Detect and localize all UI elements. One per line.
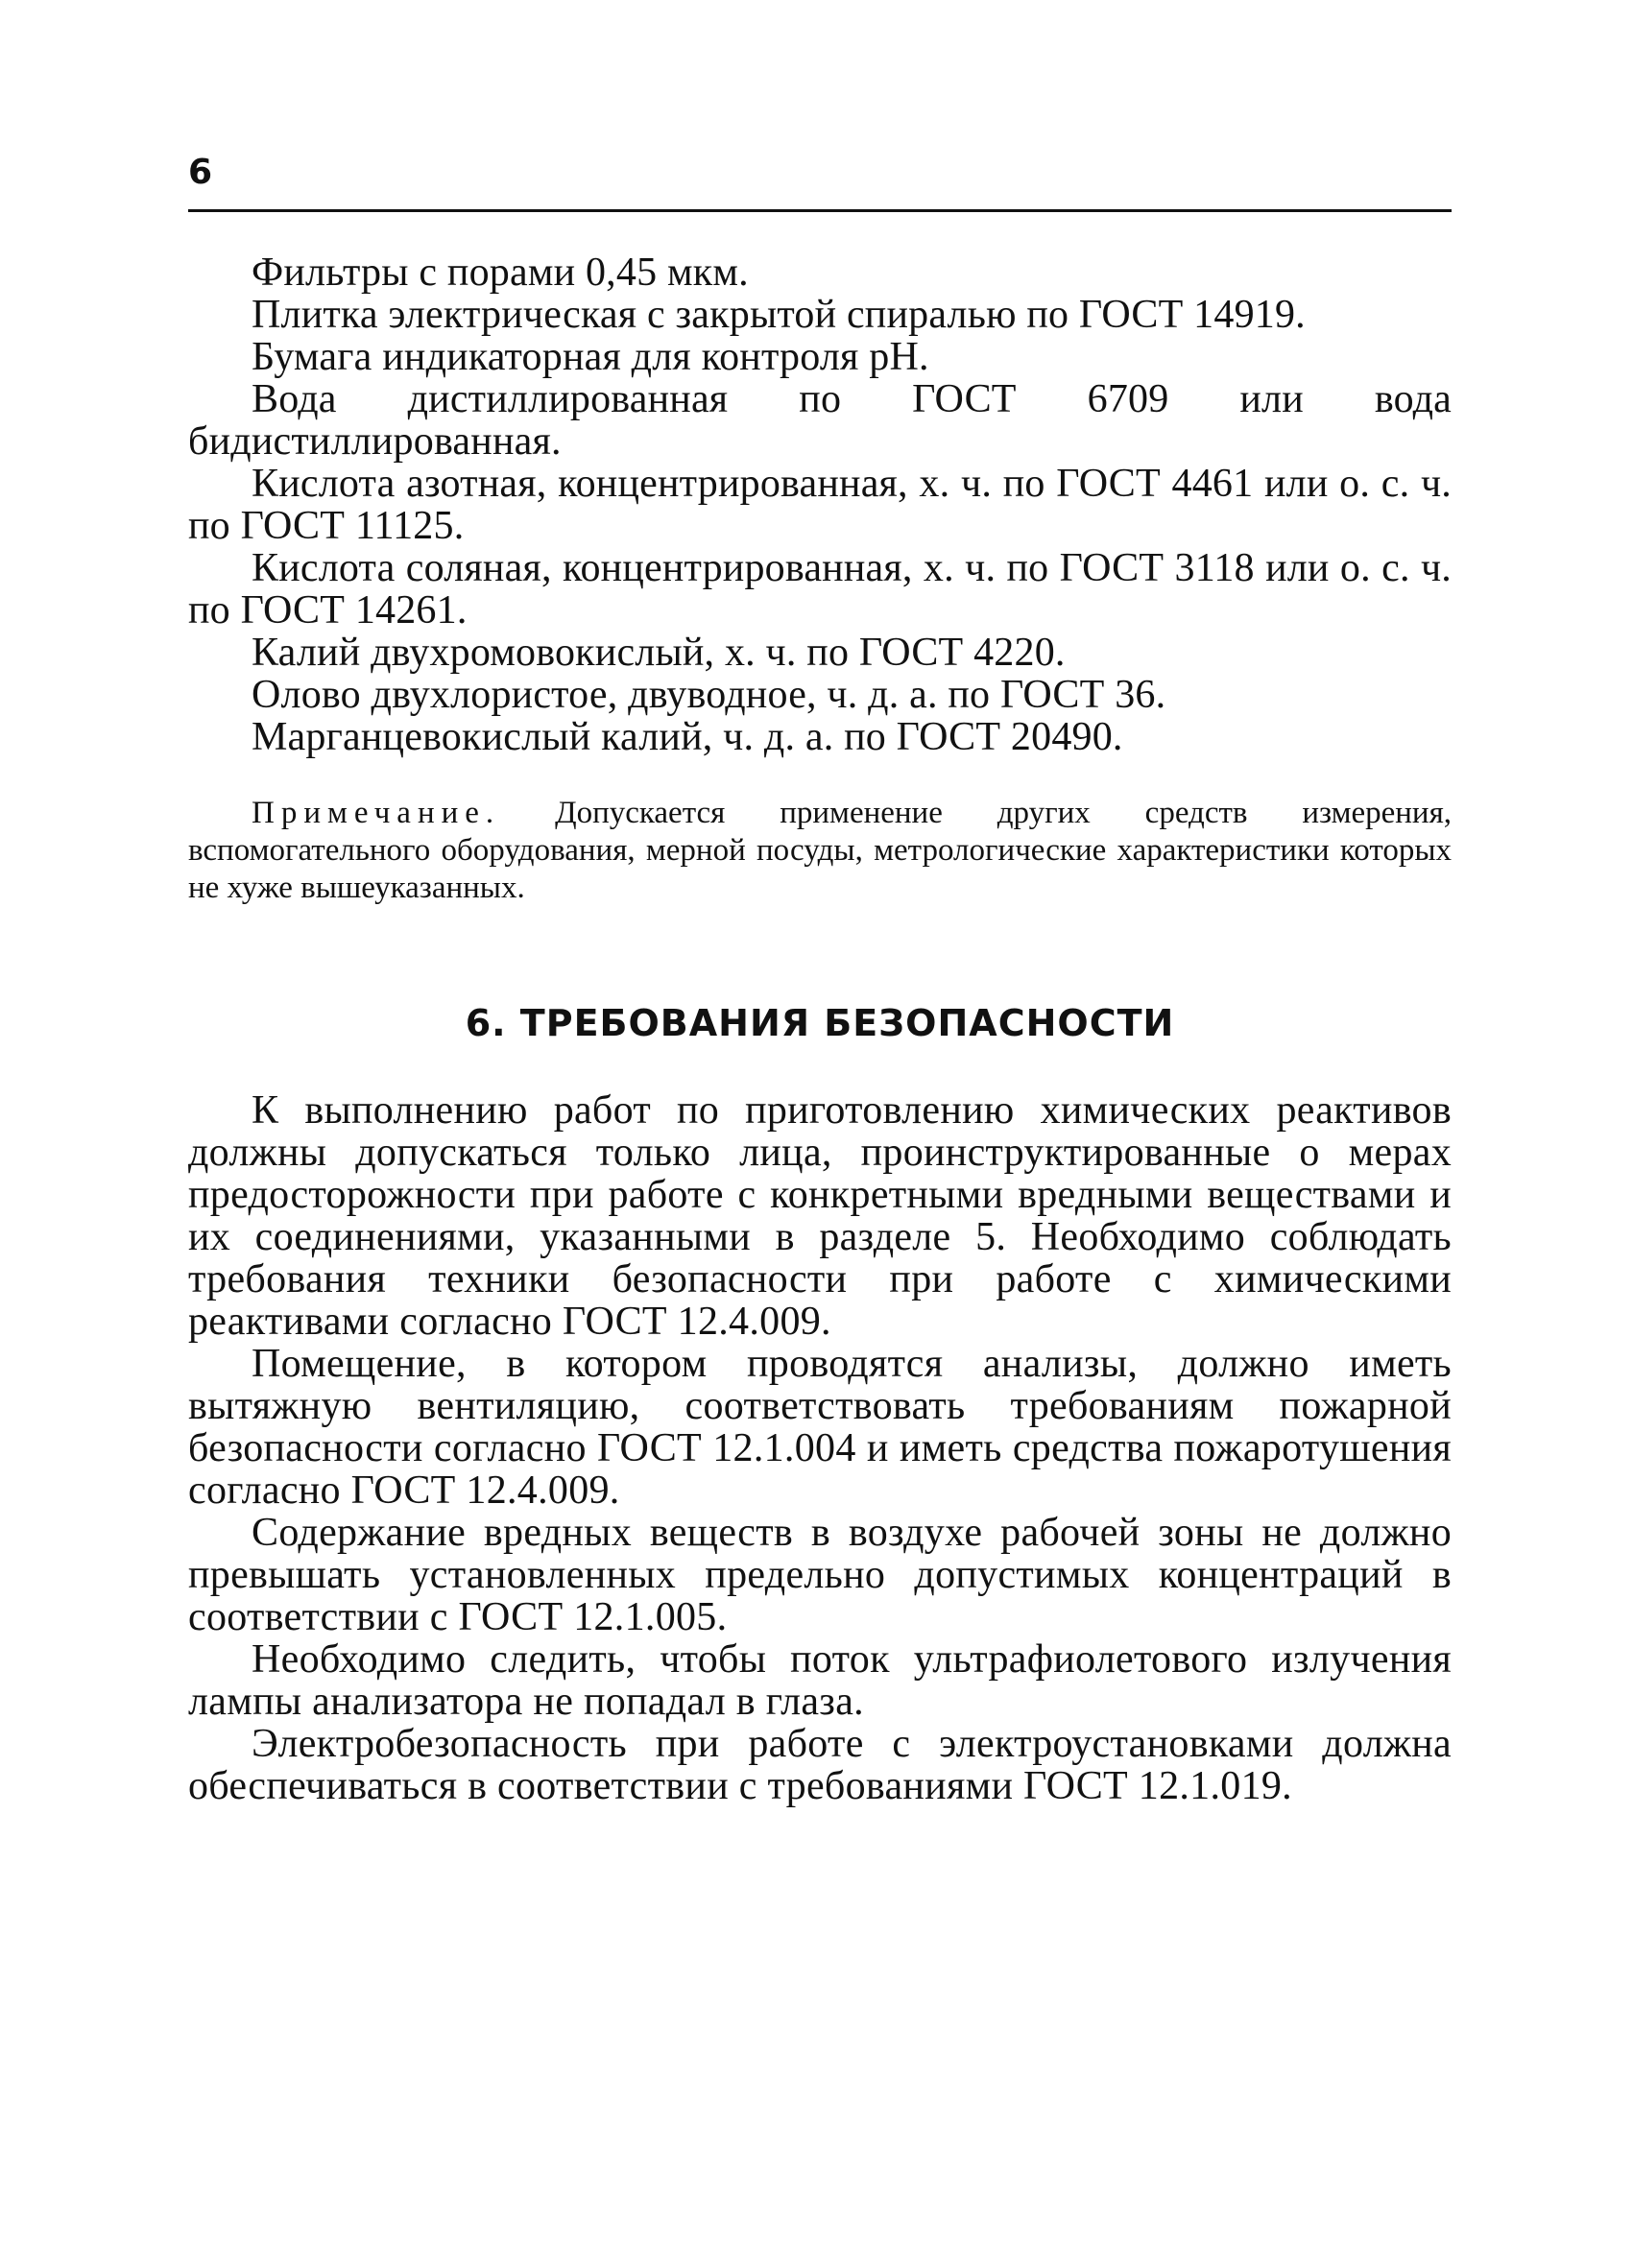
safety-paragraph: К выполнению работ по приготовлению химических реактивов должны допускаться только лица, проинструктированные о мерах предосторожности при работе с конкретными вредными веществами и их соединениями, указанными в разделе 5. Необходимо соблюдать требования техники безопасности при работе с химическими реактивами согласно ГОСТ 12.4.009. bbox=[188, 1088, 1452, 1344]
equipment-item: Кислота соляная, концентрированная, х. ч. по ГОСТ 3118 или о. с. ч. по ГОСТ 14261. bbox=[188, 546, 1452, 633]
section-heading: 6. ТРЕБОВАНИЯ БЕЗОПАСНОСТИ bbox=[465, 1002, 1175, 1044]
safety-requirements bbox=[188, 1089, 1452, 1807]
equipment-item: Кислота азотная, концентрированная, х. ч. по ГОСТ 4461 или о. с. ч. по ГОСТ 11125. bbox=[188, 462, 1452, 548]
safety-paragraph: Помещение, в котором проводятся анализы, должно иметь вытяжную вентиляцию, соответствовать требованиям пожарной безопасности согласно ГОСТ 12.1.004 и иметь средства пожаротушения согласно ГОСТ 12.4.009. bbox=[188, 1342, 1452, 1513]
equipment-item: Олово двухлористое, двуводное, ч. д. а. по ГОСТ 36. bbox=[252, 673, 1166, 717]
note-label: Примечание. bbox=[252, 796, 501, 830]
equipment-item: Фильтры с порами 0,45 мкм. bbox=[252, 251, 749, 295]
safety-paragraph: Содержание вредных веществ в воздухе рабочей зоны не должно превышать установленных предельно допустимых концентраций в соответствии с ГОСТ 12.1.005. bbox=[188, 1511, 1452, 1639]
note-paragraph bbox=[188, 795, 1452, 907]
note-text: Допускается применение других средств измерения, вспомогательного оборудования, мерной посуды, метрологические характеристики которых не хуже вышеуказанных. bbox=[188, 796, 1452, 905]
equipment-list bbox=[188, 251, 1452, 758]
equipment-item: Бумага индикаторная для контроля pH. bbox=[252, 335, 929, 379]
page-number: 6 bbox=[188, 153, 213, 192]
equipment-item: Марганцевокислый калий, ч. д. а. по ГОСТ 20490. bbox=[252, 715, 1123, 759]
equipment-item: Вода дистиллированная по ГОСТ 6709 или вода бидистиллированная. bbox=[188, 377, 1452, 464]
equipment-item: Плитка электрическая с закрытой спиралью по ГОСТ 14919. bbox=[252, 293, 1306, 337]
page-content bbox=[188, 251, 1452, 1807]
safety-paragraph: Электробезопасность при работе с электроустановками должна обеспечиваться в соответствии с требованиями ГОСТ 12.1.019. bbox=[188, 1722, 1452, 1808]
equipment-item: Калий двухромовокислый, х. ч. по ГОСТ 4220. bbox=[252, 631, 1066, 675]
safety-paragraph: Необходимо следить, чтобы поток ультрафиолетового излучения лампы анализатора не попадал в глаза. bbox=[188, 1637, 1452, 1724]
header-divider bbox=[188, 209, 1452, 212]
